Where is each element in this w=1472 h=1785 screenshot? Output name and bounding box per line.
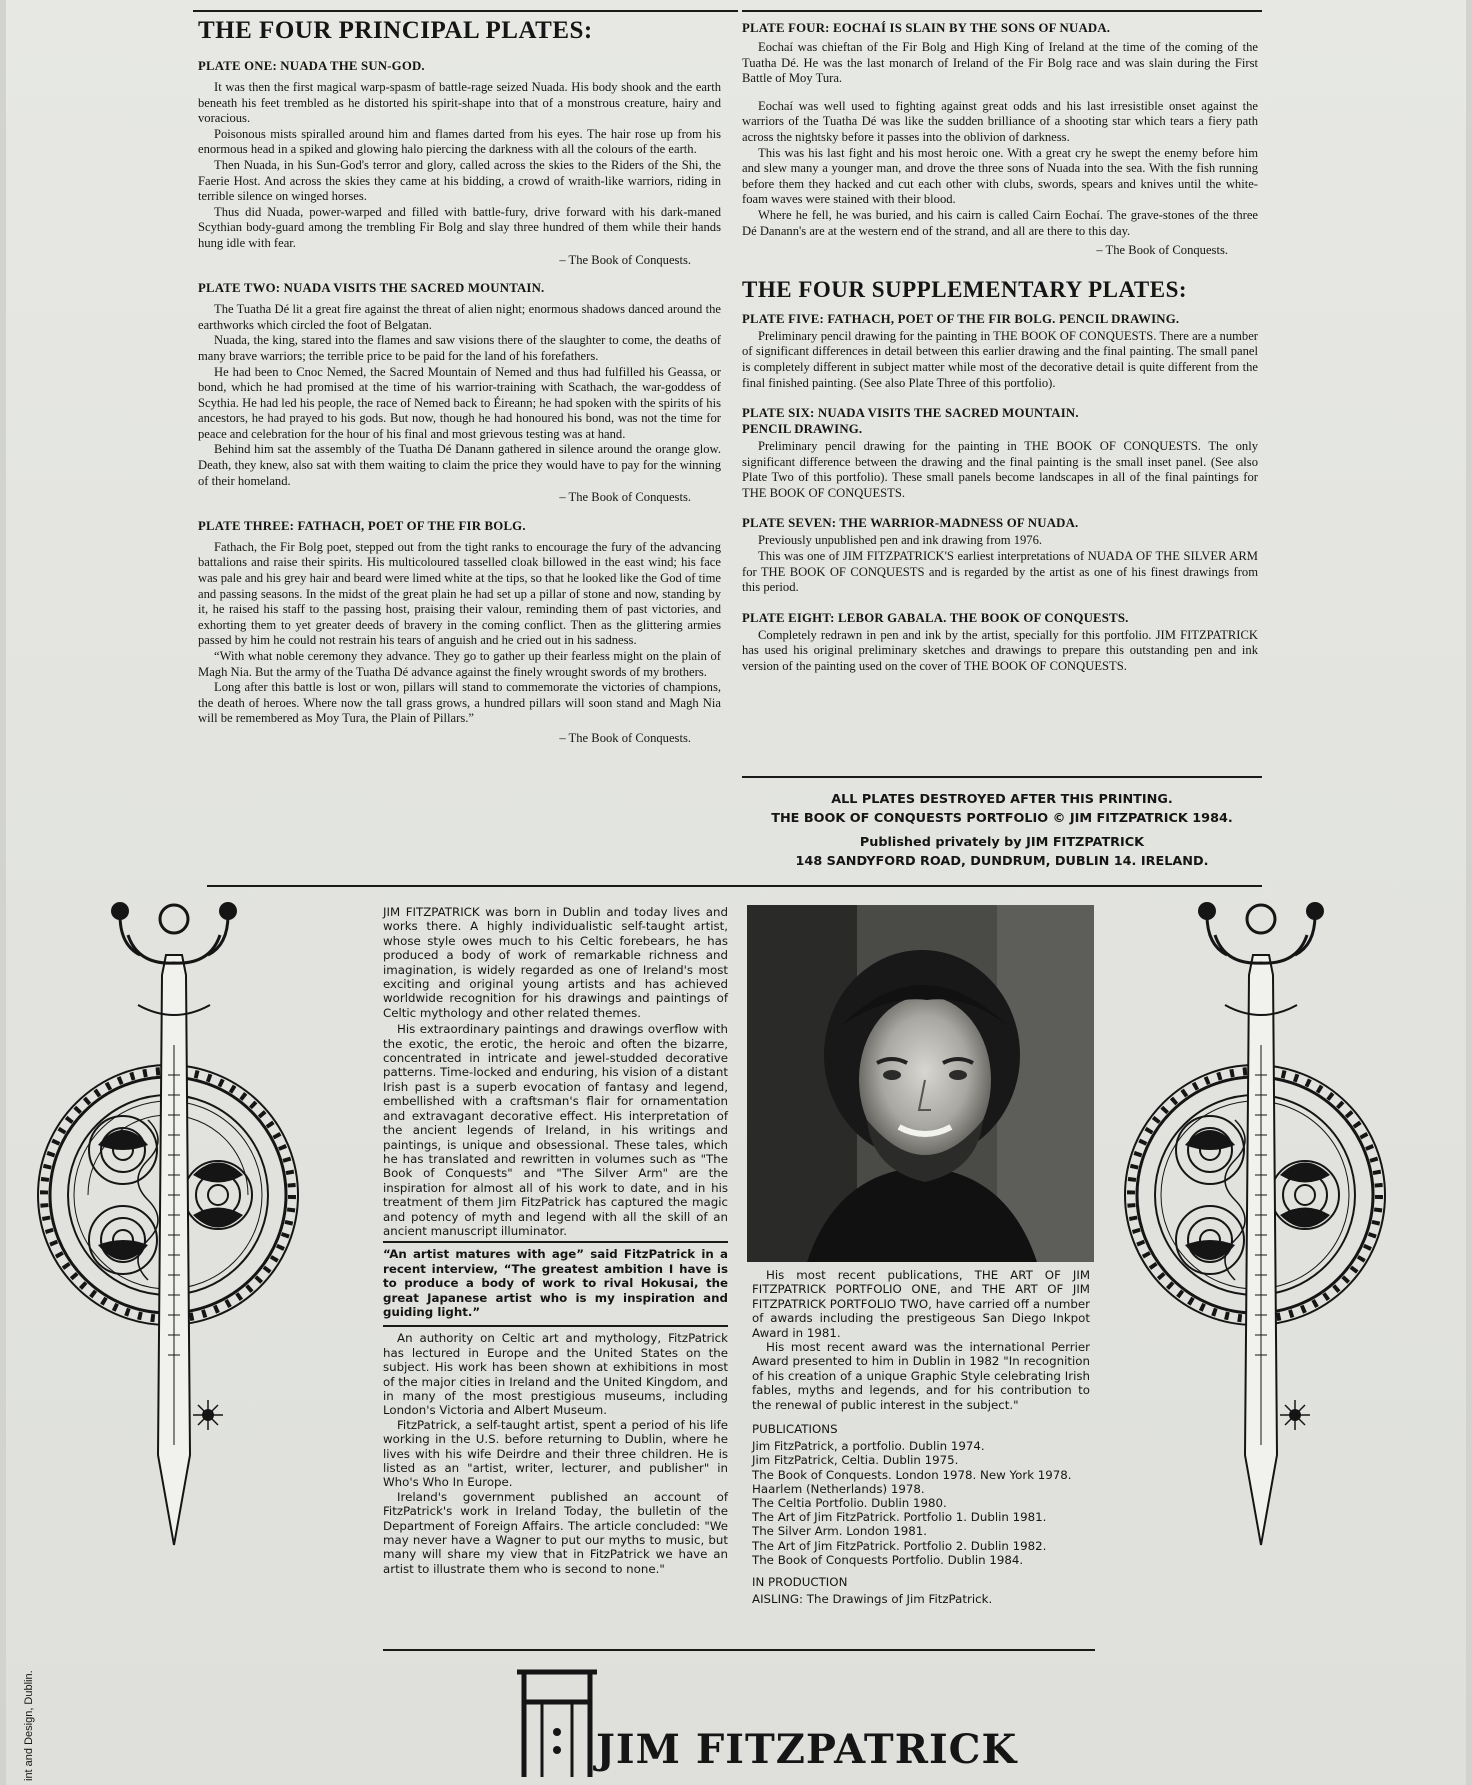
bio-paragraph: His extraordinary paintings and drawings overflow with the exotic, the erotic, the heroic and often the bizarre, concentrated in intricate and jewel-studded decorative patterns. Time-locked and enduring, his vision of a distant Irish past is a superb evocation of fantasy and legend, embellished with a craftsman's flair for ornamentation and extravagant decorative effect. His interpretation of the ancient legends of Ireland, in his writings and paintings, is unique and obsessional. These tales, which he has translated and rewritten in volumes such as "The Book of Conquests" and "The Silver Arm" are the inspiration for almost all of his work to date, and in his treatment of them Jim FitzPatrick has captured the magic and potency of myth and legend with all the skill of an ancient manuscript illuminator. (383, 1022, 728, 1238)
plate-four-title: PLATE FOUR: EOCHAÍ IS SLAIN BY THE SONS OF NUADA. (742, 21, 1111, 35)
plate-four-paragraph: Eochaí was chieftan of the Fir Bolg and High King of Ireland at the time of the coming of the Tuatha Dé. He was the last monarch of Ireland of the Fir Bolg race and was slain during the First Battle of Moy Tura. (742, 40, 1258, 86)
brand-name: JIM FITZPATRICK (596, 1726, 1018, 1773)
plate-six-title-line: PLATE SIX: NUADA VISITS THE SACRED MOUNTAIN. (742, 406, 1079, 421)
top-rule-right (742, 10, 1262, 12)
publications-heading: PUBLICATIONS (752, 1422, 838, 1437)
plate-seven-paragraph: Previously unpublished pen and ink drawing from 1976. (758, 533, 1043, 548)
notice-line: Published privately by JIM FITZPATRICK (859, 835, 1145, 850)
plate-four-paragraph: This was his last fight and his most heroic one. With a great cry he swept the enemy before him and slew many a younger man, and drove the three sons of Nuada into the sea. With the fish running before them they hacked and cut each other with clubs, swords, spears and knives until the white-foam waves were stained with their blood. (742, 145, 1258, 207)
jim-fitzpatrick-logo (512, 1662, 1018, 1782)
plate-two-paragraph: He had been to Cnoc Nemed, the Sacred Mountain of Nemed and thus had fulfilled his Geassa, or bond, which he had promised at the time of his warrior-training with Scathach, the war-goddess of Scythia. He had led his people, the race of Nemed back to Éireann; he had spoken with the spirits of his ancestors, he had prayed to his gods. But now, though he had honoured his bond, was not the time for peace and celebration for the hour of his final and most grievous testing was at hand. (198, 364, 721, 441)
awards-paragraph: His most recent publications, THE ART OF JIM FITZPATRICK PORTFOLIO ONE, and THE ART OF JIM FITZPATRICK PORTFOLIO TWO, have carried off a number of awards including the prestigeous San Diego Inkpot Award in 1981. (752, 1268, 1090, 1340)
awards-paragraph: His most recent award was the international Perrier Award presented to him in Dublin in 1982 "In recognition of his creation of a unique Graphic Style celebrating Irish fables, myths and legends, and for his contribution to the renewal of public interest in the subject." (752, 1340, 1090, 1412)
publication-item: The Silver Arm. London 1981. (752, 1524, 928, 1539)
plate-one-paragraph: Thus did Nuada, power-warped and filled with battle-fury, drive forward with his dark-maned Scythian body-guard among the trembling Fir Bolg and slay three hundred of them while their hands hung idle with fear. (198, 204, 721, 250)
celtic-sword-emblem-left (28, 895, 318, 1595)
jf-monogram-logo (512, 1662, 602, 1782)
plate-seven-title: PLATE SEVEN: THE WARRIOR-MADNESS OF NUADA. (742, 516, 1079, 531)
principal-plates-heading: THE FOUR PRINCIPAL PLATES: (198, 17, 593, 44)
plate-one-title: PLATE ONE: NUADA THE SUN-GOD. (198, 59, 425, 73)
plate-four-source: – The Book of Conquests. (1096, 243, 1228, 258)
top-rule-left (193, 10, 738, 12)
bio-paragraph: FitzPatrick, a self-taught artist, spent a period of his life working in the U.S. before returning to Dublin, where he lives with his wife Deirdre and their three children. He is listed as an "artist, writer, lecturer, and publisher" in Who's Who In Europe. (383, 1417, 728, 1490)
artist-quote: “An artist matures with age” said FitzPatrick in a recent interview, “The greatest ambition I have is to produce a body of work to rival Hokusai, the great Japanese artist who is my inspiration and guiding light.” (383, 1241, 728, 1327)
plate-two-paragraph: Nuada, the king, stared into the flames and saw visions there of the slaughter to come, the deaths of many brave warriors; the terrible price to be paid for the land of his forefathers. (198, 333, 721, 363)
notice-line: 148 SANDYFORD ROAD, DUNDRUM, DUBLIN 14. IRELAND. (795, 854, 1209, 869)
production-heading: IN PRODUCTION (752, 1575, 848, 1590)
print-credit: int and Design, Dublin. (23, 1670, 35, 1781)
notice-line: THE BOOK OF CONQUESTS PORTFOLIO © JIM FITZPATRICK 1984. (771, 811, 1233, 826)
publication-item: The Art of Jim FitzPatrick. Portfolio 2. Dublin 1982. (752, 1538, 1047, 1553)
plate-five-paragraph: Preliminary pencil drawing for the painting in THE BOOK OF CONQUESTS. There are a number of significant differences in detail between this earlier drawing and the final painting. The small panel is completely different in subject matter while most of the decorative detail is quite different from the final finished painting. (See also Plate Three of this portfolio). (742, 328, 1258, 390)
publication-item: The Book of Conquests Portfolio. Dublin 1984. (752, 1552, 1024, 1567)
plate-one-paragraph: Poisonous mists spiralled around him and flames darted from his eyes. The hair rose up from his enormous head in a spiked and glowing halo piercing the darkness with all the colours of the earth. (198, 126, 721, 157)
plate-one-paragraph: It was then the first magical warp-spasm of battle-rage seized Nuada. His body shook and the earth beneath his feet trembled as he distorted his spirit-shape into that of a monstrous creature, hairy and voracious. (198, 80, 721, 126)
plate-two-source: – The Book of Conquests. (559, 490, 691, 505)
publication-item: The Book of Conquests. London 1978. New York 1978. (752, 1467, 1072, 1482)
printing-notice (742, 790, 1262, 871)
publication-item: The Art of Jim FitzPatrick. Portfolio 1. Dublin 1981. (752, 1510, 1047, 1525)
plate-six-paragraph: Preliminary pencil drawing for the painting in THE BOOK OF CONQUESTS. The only significant difference between the drawing and the final painting is the small inset panel. (See also Plate Two of this portfolio). These small panels become landscapes in all of the final paintings for THE BOOK OF CONQUESTS. (742, 439, 1258, 500)
plate-five-title: PLATE FIVE: FATHACH, POET OF THE FIR BOLG. PENCIL DRAWING. (742, 311, 1180, 326)
plate-three-paragraph: “With what noble ceremony they advance. They go to gather up their fearless might on the plain of Magh Nia. But the army of the Tuatha Dé advance against the finely wrought swords of my brothers. (198, 649, 721, 679)
plate-eight-title: PLATE EIGHT: LEBOR GABALA. THE BOOK OF CONQUESTS. (742, 610, 1129, 625)
artist-portrait-photo (747, 905, 1094, 1262)
publication-item: Jim FitzPatrick, a portfolio. Dublin 1974. (752, 1439, 985, 1454)
artist-biography (383, 905, 728, 1576)
plate-eight-paragraph: Completely redrawn in pen and ink by the artist, specially for this portfolio. JIM FITZPATRICK has used his original preliminary sketches and drawings to prepare this outstanding pen and ink version of the painting used on the cover of THE BOOK OF CONQUESTS. (742, 627, 1258, 674)
publication-item: Jim FitzPatrick, Celtia. Dublin 1975. (752, 1453, 959, 1468)
production-item: AISLING: The Drawings of Jim FitzPatrick. (752, 1592, 993, 1607)
bio-paragraph: Ireland's government published an account of FitzPatrick's work in Ireland Today, the bulletin of the Department of Foreign Affairs. The article concluded: "We may never have a Wagner to put our myths to music, but many will share my view that in FitzPatrick we have an artist to illustrate them who is second to none." (383, 1489, 728, 1576)
plate-six-title (742, 405, 1258, 437)
publication-item: The Celtia Portfolio. Dublin 1980. (752, 1496, 947, 1511)
principal-plates-column (198, 16, 721, 747)
notice-top-rule (742, 776, 1262, 778)
plate-two-paragraph: The Tuatha Dé lit a great fire against the threat of alien night; enormous shadows danced around the earthworks which circled the foot of Belgatan. (198, 302, 721, 332)
plate-three-paragraph: Fathach, the Fir Bolg poet, stepped out from the tight ranks to encourage the fury of the advancing battalions and raise their spirits. His multicoloured tasselled cloak billowed in the east wind; his face was pale and his grey hair and beard were limed white at the tips, so that he looked like the God of time and passing seasons. In the midst of the great plain he had set up a pillar of stone and now, standing by it, he raised his staff to the passing host, praising their valour, reminding them of past victories, and exhorting them to yet greater deeds of bravery in the coming conflict. Then as the glittering armies passed by him he could not restrain his tears of anguish and he cried out in his sadness. (198, 539, 721, 648)
plate-two-title: PLATE TWO: NUADA VISITS THE SACRED MOUNTAIN. (198, 281, 545, 296)
celtic-sword-emblem-right (1105, 895, 1395, 1595)
supplementary-plates-heading: THE FOUR SUPPLEMENTARY PLATES: (742, 276, 1188, 302)
notice-line: ALL PLATES DESTROYED AFTER THIS PRINTING. (831, 792, 1173, 807)
plate-three-paragraph: Long after this battle is lost or won, pillars will stand to commemorate the victories of champions, the death of heroes. Where now the tall grass grows, a hundred pillars will soon stand and Magh Nia will be remembered as Moy Tura, the Plain of Pillars.” (198, 680, 721, 726)
plate-one-paragraph: Then Nuada, in his Sun-God's terror and glory, called across the skies to the Riders of the Shi, the Faerie Host. And across the skies they came at his bidding, a crowd of wraith-like warriors, riding in terrible silence on winged horses. (198, 157, 721, 204)
plate-seven-paragraph: This was one of JIM FITZPATRICK'S earliest interpretations of NUADA OF THE SILVER ARM for THE BOOK OF CONQUESTS and is regarded by the artist as one of his finest drawings from this period. (742, 549, 1258, 595)
plate-four-paragraph: Where he fell, he was buried, and his cairn is called Cairn Eochaí. The grave-stones of the three Dé Danann's are at the western end of the strand, and all are there to this day. (742, 207, 1258, 238)
plate-three-title: PLATE THREE: FATHACH, POET OF THE FIR BOLG. (198, 518, 526, 533)
bio-paragraph: An authority on Celtic art and mythology, FitzPatrick has lectured in Europe and the United States on the subject. His work has been shown at exhibitions in most of the major cities in Ireland and the United Kingdom, and in many of the most prestigious museums, including London's Victoria and Albert Museum. (383, 1331, 728, 1418)
plate-two-paragraph: Behind him sat the assembly of the Tuatha Dé Danann gathered in silence around the orange glow. Death, they knew, also sat with them waiting to claim the price they would have to pay for the winning of their homeland. (198, 442, 721, 488)
plate-four-paragraph: Eochaí was well used to fighting against great odds and his last irresistible onset against the warriors of the Tuatha Dé was like the sudden brilliance of a shooting star which tears a fiery path across the nightsky before it passes into the oblivion of darkness. (742, 98, 1258, 144)
bio-paragraph: JIM FITZPATRICK was born in Dublin and today lives and works there. A highly individualistic self-taught artist, whose style owes much to his Celtic forebears, he has produced a body of work of remarkable richness and imagination, is widely regarded as one of Ireland's most exciting and original young artists and has achieved worldwide recognition for his drawings and paintings of Celtic mythology and other related themes. (383, 905, 728, 1020)
publication-item: Haarlem (Netherlands) 1978. (752, 1481, 925, 1496)
publications-list (752, 1422, 1090, 1606)
plate-six-subtitle: PENCIL DRAWING. (742, 422, 863, 437)
bottom-rule (383, 1649, 1095, 1651)
portrait-drawing (747, 905, 1094, 1262)
middle-rule (207, 885, 1262, 887)
right-plates-column (742, 16, 1258, 675)
plate-one-source: – The Book of Conquests. (559, 252, 691, 267)
plate-three-source: – The Book of Conquests. (559, 730, 691, 745)
artist-awards (752, 1268, 1090, 1607)
